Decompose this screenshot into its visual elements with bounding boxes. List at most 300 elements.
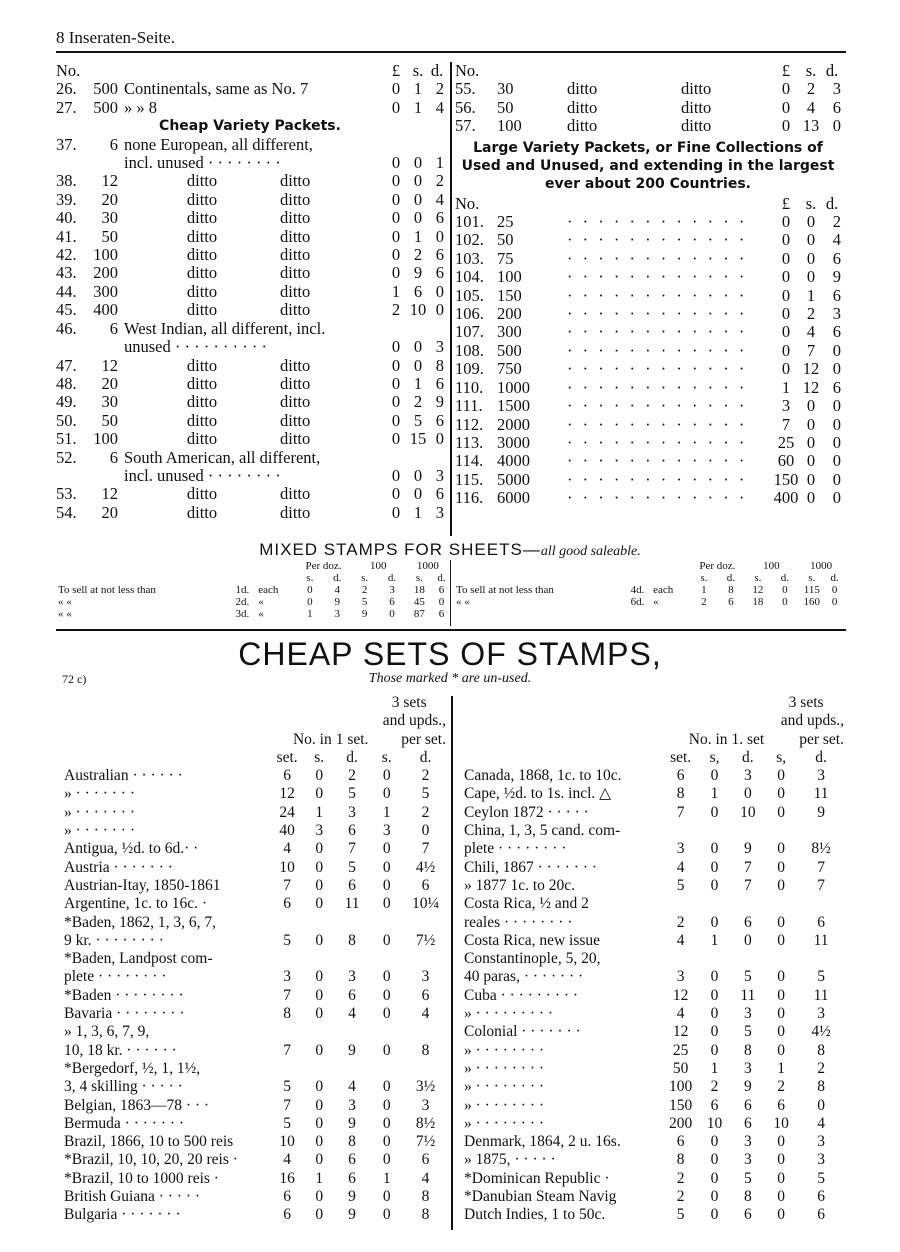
price-shillings: 0: [806, 469, 816, 489]
set-name: 3, 4 skilling · · · · ·: [64, 1078, 183, 1096]
per-set-shillings: 0: [777, 1133, 786, 1151]
col-shilling: s.: [805, 61, 817, 80]
price-pence: 9: [435, 392, 444, 412]
per-set-pence: 2: [421, 767, 430, 785]
price-pence: 9: [832, 267, 841, 287]
sets-right-table: [462, 694, 846, 1225]
set-name: British Guiana · · · · ·: [64, 1188, 201, 1206]
per-set-pence: 3: [817, 1005, 825, 1023]
set-name: Austria · · · · · · ·: [64, 858, 173, 876]
item-description: ditto: [186, 245, 218, 265]
per-set-pence: 5: [817, 968, 825, 986]
set-row: [462, 895, 846, 913]
item-quantity: 6000: [497, 488, 530, 508]
set-row: [62, 895, 448, 913]
item-number: 111.: [455, 396, 483, 416]
per-set-shillings: 0: [382, 858, 391, 876]
mixed-head-s: s.: [754, 572, 762, 584]
set-name: Costa Rica, new issue: [464, 931, 601, 949]
price-pounds: 0: [391, 263, 401, 283]
per-set-shillings: 0: [777, 1151, 786, 1169]
item-quantity: 100: [93, 429, 118, 449]
set-name: » · · · · · · ·: [64, 785, 136, 803]
price-row: [56, 191, 444, 209]
mixed-value: 3: [334, 608, 340, 620]
set-name: *Baden, 1862, 1, 3, 6, 7,: [64, 913, 216, 931]
set-name: Colonial · · · · · · ·: [464, 1023, 581, 1041]
set-pence: 6: [743, 1206, 752, 1224]
per-set-pence: 3½: [415, 1078, 436, 1096]
set-name: Bermuda · · · · · · ·: [64, 1114, 185, 1132]
set-shillings: 0: [315, 1188, 324, 1206]
price-pence: 0: [832, 451, 841, 471]
per-set-shillings: 0: [382, 895, 391, 913]
leader-dots: · · · · · · · · · · · ·: [567, 397, 748, 416]
per-set-shillings: 0: [777, 858, 786, 876]
mixed-value: 6: [389, 596, 395, 608]
set-count: [270, 950, 305, 968]
price-row: [56, 375, 444, 393]
price-pence: 3: [832, 304, 841, 324]
per-set-shillings: 0: [777, 1169, 786, 1187]
cheap-variety-heading: Cheap Variety Packets.: [159, 118, 341, 135]
set-count: 40: [279, 822, 295, 840]
item-quantity: 400: [93, 300, 118, 320]
price-pence: 0: [435, 281, 444, 301]
set-shillings: 0: [315, 767, 324, 785]
mixed-title-text: MIXED STAMPS FOR SHEETS—: [259, 540, 541, 559]
col-no: No.: [56, 61, 81, 80]
price-shillings: 1: [413, 79, 423, 99]
mixed-unit: «: [258, 596, 264, 608]
price-row: [455, 452, 841, 470]
set-count: 4: [676, 858, 685, 876]
price-row: [56, 172, 444, 190]
per-set-pence: 5: [421, 785, 430, 803]
price-row: [455, 80, 841, 98]
item-number: 109.: [455, 359, 484, 379]
item-quantity: 4000: [497, 451, 530, 471]
price-pence: 0: [435, 429, 444, 449]
set-count: 8: [676, 1151, 685, 1169]
per-set-pence: 8: [421, 1206, 430, 1224]
mixed-value: 0: [782, 596, 788, 608]
per-set-pence: 8: [421, 1041, 430, 1059]
item-description-2: ditto: [280, 189, 311, 209]
set-count: 25: [672, 1041, 689, 1059]
item-number: 54.: [56, 502, 77, 522]
per-set-shillings: 0: [382, 1096, 391, 1114]
price-shillings: 0: [806, 230, 816, 250]
mixed-head-d: d.: [437, 572, 446, 584]
price-shillings: 4: [806, 97, 816, 117]
price-pence: 6: [832, 248, 841, 268]
set-count: 7: [283, 986, 291, 1004]
price-shillings: 15: [409, 429, 427, 449]
set-count: 5: [283, 1114, 291, 1132]
set-row: [462, 1023, 846, 1041]
per-set-pence: 3: [817, 767, 825, 785]
leader-dots: · · · · · · · · · · · ·: [567, 378, 748, 397]
col-pound: £: [781, 61, 791, 80]
price-pence: 6: [832, 97, 841, 117]
price-pence: 0: [832, 414, 841, 434]
per-set-pence: 7½: [415, 931, 436, 949]
set-pence: 8: [348, 1133, 356, 1151]
mixed-head-s: s.: [361, 572, 369, 584]
per-set-shillings: 0: [382, 931, 391, 949]
leader-dots: · · · · · · · · · · · ·: [567, 341, 748, 360]
set-shillings: 0: [710, 840, 719, 858]
item-number: [56, 154, 86, 172]
price-pence: 6: [435, 373, 444, 393]
per-set-pence: [403, 950, 448, 968]
mixed-value: 5: [361, 596, 368, 608]
set-name: Ceylon 1872 · · · · ·: [464, 803, 589, 821]
price-row: [56, 283, 444, 301]
price-shillings: 0: [413, 465, 423, 485]
price-row: [56, 228, 444, 246]
set-shillings: 0: [315, 895, 324, 913]
item-description: incl. unused · · · · · · · ·: [124, 465, 281, 485]
price-pence: 6: [832, 285, 841, 305]
set-count: 6: [676, 1133, 685, 1151]
item-description-2: ditto: [681, 97, 712, 117]
item-number: 45.: [56, 300, 77, 320]
item-number: 106.: [455, 304, 484, 324]
per-set-pence: 4: [421, 1169, 430, 1187]
mixed-price: 3d.: [235, 608, 250, 620]
price-shillings: 5: [413, 410, 423, 430]
price-pounds: 0: [391, 171, 401, 191]
set-pence: 5: [348, 785, 356, 803]
set-row: [462, 1133, 846, 1151]
set-pence: [334, 950, 371, 968]
price-pence: 2: [435, 171, 444, 191]
price-shillings: 0: [413, 355, 423, 375]
per-set-pence: 7: [817, 876, 825, 894]
item-description: ditto: [186, 171, 218, 191]
price-row: [455, 231, 841, 249]
per-set-pence: 3: [817, 1151, 825, 1169]
item-number: 57.: [455, 116, 476, 136]
column-divider-top: [450, 62, 452, 536]
price-pounds: 0: [391, 392, 401, 412]
mixed-head-s: s.: [808, 572, 816, 584]
set-name: *Bergedorf, ½, 1, 1½,: [64, 1059, 201, 1077]
item-number: 53.: [56, 484, 77, 504]
price-pence: 0: [832, 116, 841, 136]
mixed-value: 6: [438, 608, 445, 620]
set-count: 8: [676, 785, 685, 803]
price-pounds: 0: [781, 340, 791, 360]
set-count: 3: [676, 840, 685, 858]
mixed-value: 9: [334, 596, 340, 608]
set-count: 4: [676, 931, 685, 949]
set-pence: 3: [743, 1005, 752, 1023]
price-pounds: 2: [391, 300, 401, 320]
leader-dots: · · · · · · · · · · · ·: [567, 305, 748, 324]
item-description-2: ditto: [280, 484, 311, 504]
price-shillings: 1: [806, 285, 816, 305]
set-name: reales · · · · · · · ·: [464, 913, 573, 931]
per-set-pence: 0: [421, 822, 430, 840]
price-shillings: 9: [413, 263, 423, 283]
price-row: [56, 449, 444, 467]
left-price-table: [56, 62, 444, 522]
page-header: 8 Inseraten-Seite.: [56, 28, 175, 47]
set-row: [462, 1042, 846, 1060]
price-shillings: [406, 136, 430, 154]
right-column-header-2: [455, 195, 841, 213]
item-number: 40.: [56, 208, 77, 228]
item-description-2: ditto: [280, 245, 311, 265]
set-pence: 9: [743, 1078, 752, 1096]
mixed-right-table: [456, 560, 844, 608]
set-pence: 3: [743, 1151, 752, 1169]
item-description-2: ditto: [280, 392, 311, 412]
per-set-pence: 6: [817, 913, 825, 931]
price-shillings: 10: [409, 300, 427, 320]
item-number: 43.: [56, 263, 77, 283]
price-pounds: 0: [391, 208, 401, 228]
mixed-label: « «: [58, 608, 72, 620]
set-shillings: 1: [710, 931, 719, 949]
item-number: 26.: [56, 79, 77, 99]
per-set-pence: 4½: [811, 1023, 831, 1041]
set-row: [62, 1206, 448, 1224]
mixed-head-d: d.: [780, 572, 789, 584]
per-set-shillings: 0: [382, 767, 391, 785]
per-set-pence: 6: [421, 876, 430, 894]
item-description-2: ditto: [280, 373, 311, 393]
mixed-value: 3: [389, 584, 395, 596]
right-price-list: [455, 62, 841, 508]
set-count: 200: [669, 1114, 693, 1132]
set-count: 12: [672, 1023, 689, 1041]
per-set-pence: 6: [817, 1206, 825, 1224]
per-set-shillings: 0: [382, 1206, 391, 1224]
set-shillings: 0: [315, 876, 324, 894]
per-set-pence: 4½: [415, 858, 436, 876]
per-set-pence: 8½: [811, 840, 831, 858]
per-set-pence: 10¼: [411, 895, 440, 913]
item-number: 48.: [56, 373, 77, 393]
per-set-pence: [796, 895, 846, 913]
item-description: ditto: [186, 281, 218, 301]
set-count: 6: [676, 767, 685, 785]
per-set-pence: 8: [421, 1188, 430, 1206]
price-pence: 3: [832, 79, 841, 99]
price-shillings: 2: [806, 304, 816, 324]
set-shillings: 0: [710, 1151, 719, 1169]
mixed-value: 45: [413, 596, 425, 608]
per-set-pence: 8: [817, 1078, 825, 1096]
set-row: [62, 987, 448, 1005]
set-name: Costa Rica, ½ and 2: [464, 895, 589, 913]
set-count: 2: [676, 913, 685, 931]
item-description: ditto: [186, 502, 218, 522]
per-set-shillings: 0: [777, 1005, 786, 1023]
price-row: [56, 154, 444, 172]
item-number: 101.: [455, 212, 484, 232]
per-set-pence: 6: [421, 1151, 430, 1169]
price-pence: 0: [832, 469, 841, 489]
item-number: 51.: [56, 429, 77, 449]
price-pounds: 60: [777, 451, 795, 471]
set-pence: 6: [348, 1169, 356, 1187]
sets-head-d: d.: [815, 748, 827, 766]
item-quantity: 150: [497, 285, 522, 305]
mixed-row: [456, 584, 844, 596]
set-pence: [334, 1023, 371, 1041]
set-pence: 9: [348, 1206, 356, 1224]
item-quantity: 500: [497, 340, 522, 360]
mixed-value: 18: [752, 596, 764, 608]
set-shillings: 0: [710, 1041, 719, 1059]
col-no: No.: [455, 193, 480, 213]
sets-head-1: 3 sets: [788, 694, 824, 711]
mixed-value: 0: [782, 584, 788, 596]
set-shillings: [700, 895, 730, 913]
right-column-header: [455, 62, 841, 80]
per-set-shillings: 0: [777, 1206, 786, 1224]
set-pence: 9: [348, 1188, 356, 1206]
set-pence: 5: [348, 858, 356, 876]
leader-dots: · · · · · · · · · · · ·: [567, 323, 748, 342]
price-shillings: 4: [806, 322, 816, 342]
price-row: [56, 467, 444, 485]
price-row: [56, 393, 444, 411]
item-quantity: 200: [93, 263, 118, 283]
set-pence: 3: [348, 1096, 356, 1114]
price-pounds: 150: [773, 469, 799, 489]
per-set-shillings: 6: [777, 1096, 786, 1114]
set-shillings: 2: [710, 1078, 719, 1096]
set-shillings: 0: [710, 913, 719, 931]
set-pence: 10: [740, 803, 756, 821]
price-pounds: 0: [391, 153, 401, 173]
set-shillings: 0: [710, 858, 719, 876]
item-description: ditto: [567, 79, 598, 99]
item-number: [56, 467, 86, 485]
price-shillings: 0: [413, 337, 423, 357]
set-name: » · · · · · · · ·: [464, 1096, 545, 1114]
item-number: [56, 338, 86, 356]
set-pence: 8: [743, 1041, 752, 1059]
item-quantity: 50: [101, 226, 118, 246]
sets-head-set: set.: [670, 748, 692, 766]
item-description: ditto: [186, 392, 218, 412]
sets-head-d: d.: [742, 748, 754, 766]
cheap-sets-subtitle: Those marked * are un-used.: [368, 671, 532, 686]
set-row: [462, 932, 846, 950]
col-pound: £: [391, 61, 401, 80]
set-pence: 6: [743, 1096, 752, 1114]
set-row: [62, 1023, 448, 1041]
mixed-unit: each: [653, 584, 674, 596]
per-set-pence: 9: [817, 803, 825, 821]
col-pence: d.: [825, 193, 839, 213]
set-row: [462, 1188, 846, 1206]
sets-head-per-set: per set.: [401, 730, 446, 748]
set-count: 6: [283, 895, 291, 913]
price-shillings: 0: [413, 153, 423, 173]
price-shillings: 7: [806, 340, 816, 360]
item-description-2: ditto: [280, 429, 311, 449]
item-number: 112.: [455, 414, 484, 434]
item-number: 49.: [56, 392, 77, 412]
price-pounds: [386, 320, 406, 338]
set-row: [462, 968, 846, 986]
per-set-shillings: 0: [382, 1188, 391, 1206]
set-row: [462, 767, 846, 785]
set-count: 2: [676, 1188, 685, 1206]
set-row: [62, 1078, 448, 1096]
per-set-pence: 7½: [415, 1133, 436, 1151]
set-row: [462, 785, 846, 803]
mixed-head-1000: 1000: [810, 560, 833, 572]
leader-dots: · · · · · · · · · · · ·: [567, 249, 748, 268]
set-pence: 3: [348, 968, 356, 986]
set-count: 7: [283, 876, 291, 894]
set-pence: [730, 822, 767, 840]
per-set-shillings: 0: [382, 1078, 391, 1096]
set-row: [62, 932, 448, 950]
set-pence: 3: [348, 803, 356, 821]
mixed-head-d: d.: [387, 572, 397, 584]
price-pence: 2: [832, 212, 841, 232]
price-pence: 0: [832, 396, 841, 416]
mixed-head-d: d.: [726, 572, 736, 584]
per-set-shillings: [766, 950, 796, 968]
per-set-pence: [403, 1023, 448, 1041]
set-pence: 6: [348, 1151, 356, 1169]
sets-head-s: s.: [314, 748, 325, 766]
set-name: Constantinople, 5, 20,: [464, 950, 601, 968]
set-shillings: [700, 822, 730, 840]
set-shillings: 0: [315, 1078, 324, 1096]
item-number: 107.: [455, 322, 484, 342]
price-pounds: 0: [391, 97, 401, 117]
item-quantity: 50: [101, 410, 118, 430]
set-shillings: 10: [706, 1114, 723, 1132]
mixed-value: 1: [307, 608, 313, 620]
price-shillings: 2: [806, 79, 816, 99]
set-pence: 3: [743, 1133, 752, 1151]
item-quantity: 6: [109, 447, 118, 467]
item-quantity: 100: [93, 245, 118, 265]
set-shillings: 0: [315, 986, 324, 1004]
price-pounds: 0: [781, 97, 791, 117]
per-set-shillings: [370, 1060, 403, 1078]
section-rule: [56, 629, 846, 631]
per-set-pence: 3: [421, 968, 430, 986]
price-shillings: 2: [413, 245, 423, 265]
mixed-price: 1d.: [235, 584, 250, 596]
price-pounds: 0: [781, 285, 791, 305]
sets-head-no-in: No. in: [292, 730, 332, 748]
per-set-shillings: 2: [777, 1078, 786, 1096]
set-name: » · · · · · · · ·: [464, 1059, 545, 1077]
set-name: » 1875, · · · · ·: [464, 1151, 556, 1169]
item-description: ditto: [186, 373, 218, 393]
per-set-pence: [403, 914, 448, 932]
per-set-pence: 4: [421, 1005, 430, 1023]
price-pounds: 0: [781, 359, 791, 379]
item-description-2: ditto: [681, 116, 712, 136]
price-shillings: 0: [806, 396, 816, 416]
